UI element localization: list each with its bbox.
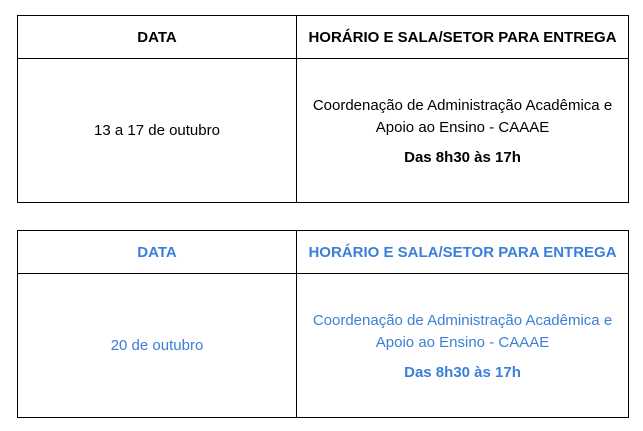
header-schedule: HORÁRIO E SALA/SETOR PARA ENTREGA: [297, 231, 629, 274]
schedule-cell: [297, 59, 629, 203]
header-date: DATA: [18, 231, 297, 274]
schedule-table-2: [17, 230, 629, 418]
place-line-1: Coordenação de Administração Acadêmica e: [312, 97, 613, 114]
place-line-1: Coordenação de Administração Acadêmica e: [312, 312, 613, 329]
schedule-table-1: [17, 15, 629, 203]
place-line-2: Apoio ao Ensino - CAAAE: [375, 334, 550, 351]
date-cell: 13 a 17 de outubro: [18, 59, 297, 203]
place-line-2: Apoio ao Ensino - CAAAE: [375, 119, 550, 136]
schedule-cell: [297, 274, 629, 418]
table-header-row: [18, 16, 629, 59]
header-date: DATA: [18, 16, 297, 59]
hours-text: Das 8h30 às 17h: [404, 364, 521, 381]
table-header-row: [18, 231, 629, 274]
date-cell: 20 de outubro: [18, 274, 297, 418]
table-row: [18, 59, 629, 203]
hours-text: Das 8h30 às 17h: [404, 149, 521, 166]
header-schedule: HORÁRIO E SALA/SETOR PARA ENTREGA: [297, 16, 629, 59]
table-row: [18, 274, 629, 418]
